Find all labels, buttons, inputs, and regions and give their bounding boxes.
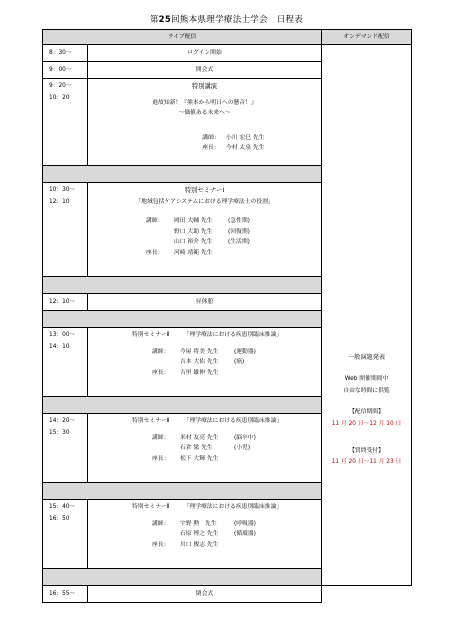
header-ondemand: オンデマンド配信 xyxy=(322,30,412,45)
seminar4-lecturer: 石原 博之 先生 (循環器) xyxy=(180,531,256,538)
seminar1-lecturer: 野口 大助 先生 (回復期) xyxy=(174,228,250,235)
title-number: 25 xyxy=(158,15,172,25)
time-seminar2-end: 14：10 xyxy=(49,343,70,350)
seminar4-lecturer: 講師： 宇野 勲 先生 (呼吸器) xyxy=(152,520,256,527)
seminar2-chair: 座長： 吉里 雄伸 先生 xyxy=(152,369,219,376)
seminar1-heading: 特別セミナーⅠ xyxy=(184,187,225,194)
label-login: ログイン開始 xyxy=(88,45,322,62)
title-rest: 回熊本県理学療法士学会 日程表 xyxy=(171,15,304,25)
ondemand-period: 11 月 20 日～12 月 10 日 xyxy=(331,421,402,428)
time-lunch: 12：10～ xyxy=(43,294,88,311)
seminar3-lecturer: 講師： 米村 友亮 先生 (脳卒中) xyxy=(152,434,256,441)
title-prefix: 第 xyxy=(149,15,159,25)
seminar3-chair: 座長： 松下 大輝 先生 xyxy=(152,455,219,462)
seminar1-lecturer: 講師： 岡田 大輔 先生 (急性期) xyxy=(146,217,250,224)
time-seminar2-start: 13：00～ xyxy=(49,332,76,338)
time-login: 8：30～ xyxy=(43,45,88,62)
ondemand-cell xyxy=(322,45,412,586)
special-lecturer-role: 講師： xyxy=(202,134,220,141)
page-title xyxy=(0,13,453,25)
time-open: 9：00～ xyxy=(43,62,88,79)
header-live: ライブ配信 xyxy=(43,30,322,45)
special-subtitle1: 進故知新！『熊本から明日への懸音！』 xyxy=(152,100,257,107)
time-seminar3-end: 15：30 xyxy=(49,429,70,436)
label-open: 開会式 xyxy=(88,62,322,79)
label-lunch: 昼休憩 xyxy=(88,294,322,311)
seminar3-subtitle: 「理学療法における疾患別臨床推論」 xyxy=(183,418,283,424)
special-chair: 今村 太泉 先生 xyxy=(226,145,265,152)
ondemand-line2: Web 開催期間中 xyxy=(344,376,389,383)
time-seminar4-end: 16：50 xyxy=(49,515,70,522)
seminar4-heading: 特別セミナーⅡ xyxy=(132,504,170,510)
time-seminar1-start: 10：30～ xyxy=(49,187,76,193)
seminar2-lecturer: 講師： 今屋 将美 先生 (運動器) xyxy=(152,348,256,355)
seminar2-lecturer: 吉本 大佑 先生 (癌) xyxy=(180,359,245,366)
seminar1-lecturer: 山口 裕介 先生 (生活期) xyxy=(174,239,250,246)
seminar1-subtitle: 「地域包括ケアシステムにおける理学療法士の役割」 xyxy=(135,199,274,206)
special-lecturer: 小川 宏巳 先生 xyxy=(226,134,265,141)
seminar4-chair: 座長： 川口 俊志 先生 xyxy=(152,541,219,548)
ondemand-question: 11 月 20 日～11 月 23 日 xyxy=(331,459,402,466)
special-subtitle2: ～価値ある未来へ～ xyxy=(178,109,231,116)
time-special-end: 10：20 xyxy=(49,94,70,101)
seminar2-heading: 特別セミナーⅡ xyxy=(132,332,170,338)
label-close: 閉会式 xyxy=(88,586,322,603)
special-heading: 特別講演 xyxy=(191,83,218,90)
row-login xyxy=(43,45,412,62)
seminar2-subtitle: 「理学療法における疾患別臨床推論」 xyxy=(183,332,283,338)
schedule-table xyxy=(42,29,412,603)
seminar1-chair: 座長： 河崎 靖範 先生 xyxy=(146,249,213,256)
special-chair-role: 座長： xyxy=(202,145,220,152)
seminar3-lecturer: 石倉 梁 先生 (小児) xyxy=(180,445,251,452)
ondemand-period-label: 【配信期間】 xyxy=(349,409,384,416)
time-special-start: 9：20～ xyxy=(49,83,72,89)
row-close xyxy=(43,586,412,603)
time-seminar3-start: 14：20～ xyxy=(49,418,76,424)
ondemand-question-label: 【質問受付】 xyxy=(349,447,384,454)
seminar3-heading: 特別セミナーⅡ xyxy=(132,418,170,424)
header-row xyxy=(43,30,412,45)
ondemand-line3: 自由な時間に供覧 xyxy=(343,387,390,394)
time-seminar1-end: 12：10 xyxy=(49,198,70,205)
ondemand-line1: 一般演題発表 xyxy=(347,353,386,361)
seminar4-subtitle: 「理学療法における疾患別臨床推論」 xyxy=(183,504,283,510)
time-seminar4-start: 15：40～ xyxy=(49,504,76,510)
time-close: 16：55～ xyxy=(43,586,88,603)
